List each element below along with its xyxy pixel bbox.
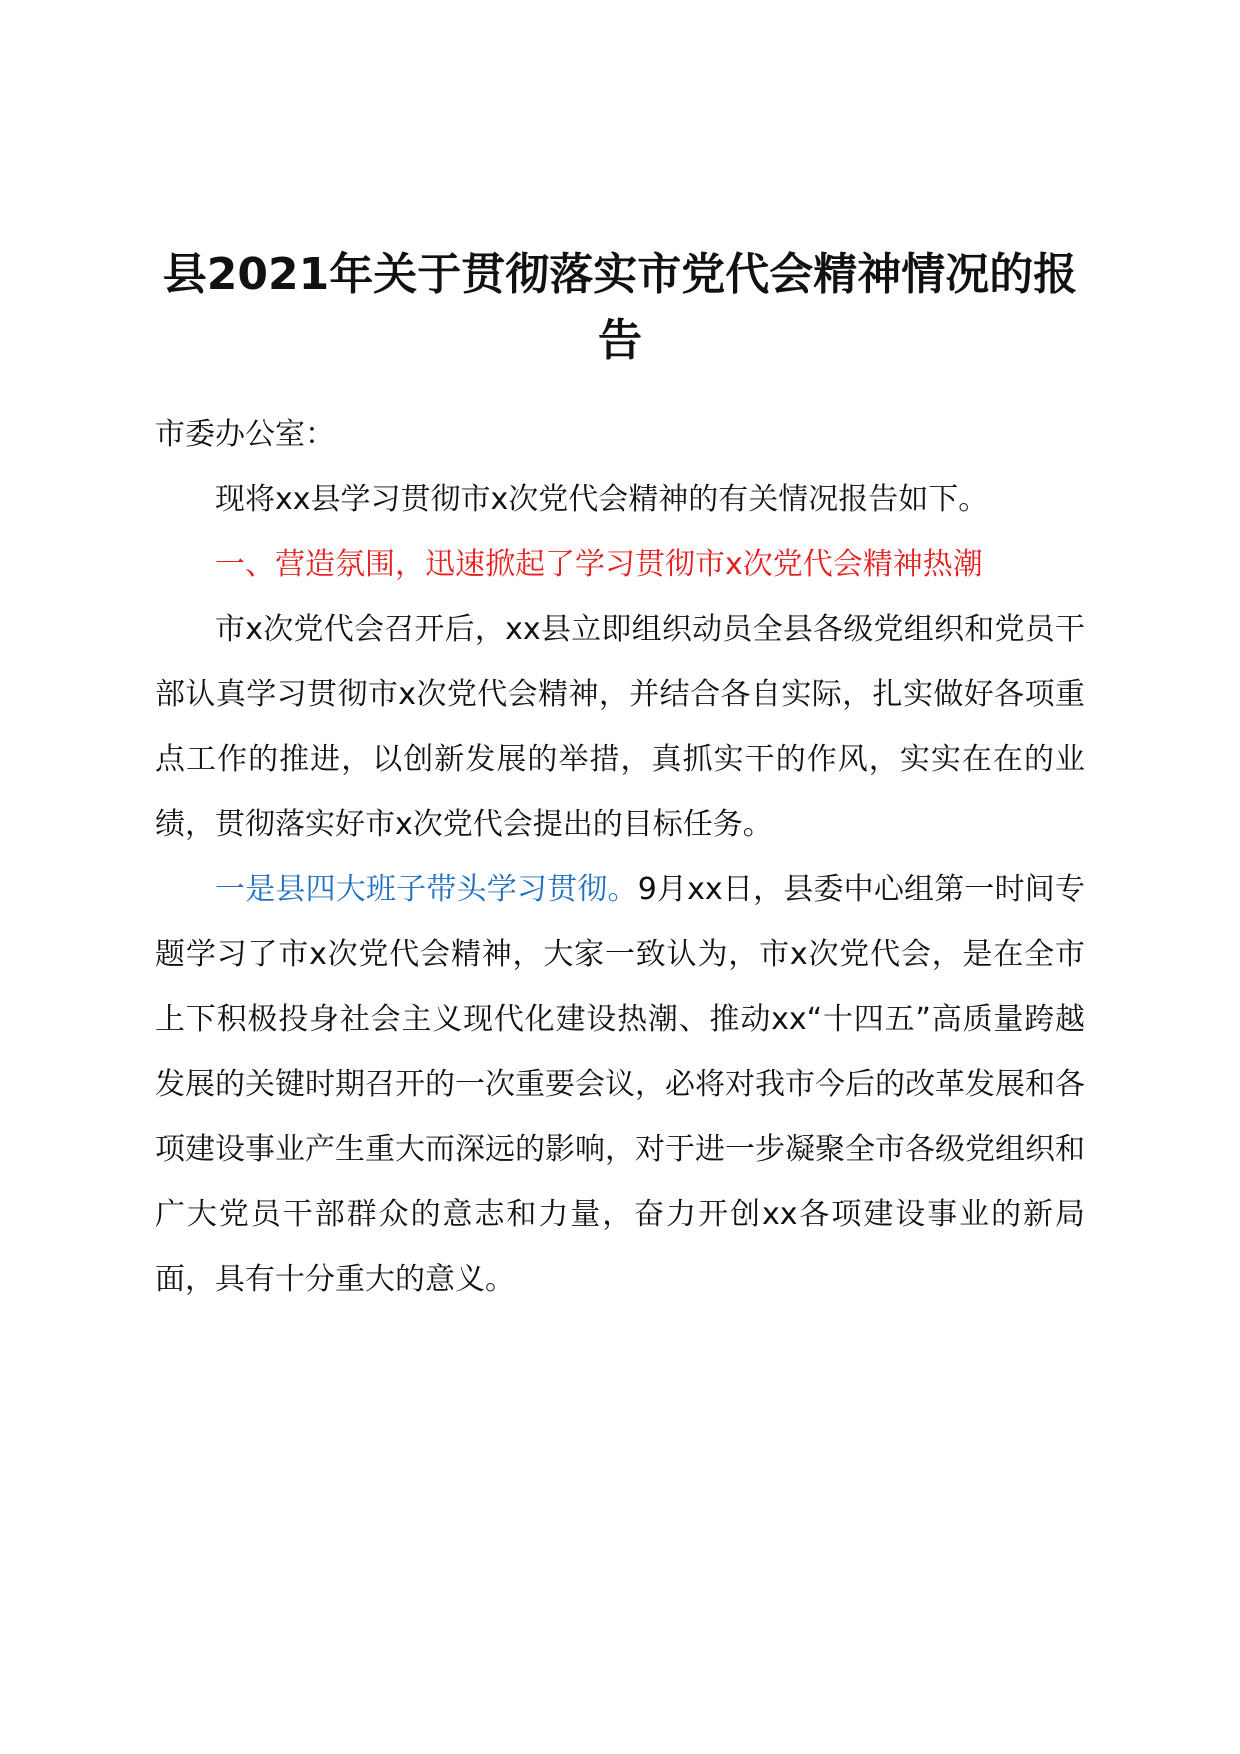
- point-1-lead: 一是县四大班子带头学习贯彻。: [215, 872, 638, 907]
- point-1-paragraph: [155, 857, 1085, 1312]
- document-title: 县2021年关于贯彻落实市党代会精神情况的报告: [162, 249, 1078, 366]
- document-page: [155, 242, 1085, 1312]
- section-heading-1: 一、营造氛围，迅速掀起了学习贯彻市x次党代会精神热潮: [215, 547, 983, 582]
- intro-paragraph: 现将xx县学习贯彻市x次党代会精神的有关情况报告如下。: [215, 482, 989, 517]
- point-1-body: 9月xx日，县委中心组第一时间专题学习了市x次党代会精神，大家一致认为，市x次党代会，是在全市上下积极投身社会主义现代化建设热潮、推动xx“十四五”高质量跨越发展的关键时期召开的一次重要会议，必将对我市今后的改革发展和各项建设事业产生重大而深远的影响，对于进一步凝聚全市各级党组织和广大党员干部群众的意志和力量，奋力开创xx各项建设事业的新局面，具有十分重大的意义。: [155, 872, 1085, 1297]
- section-1-paragraph: 市x次党代会召开后，xx县立即组织动员全县各级党组织和党员干部认真学习贯彻市x次党代会精神，并结合各自实际，扎实做好各项重点工作的推进，以创新发展的举措，真抓实干的作风，实实在在的业绩，贯彻落实好市x次党代会提出的目标任务。: [155, 612, 1085, 842]
- salutation: 市委办公室：: [155, 417, 335, 452]
